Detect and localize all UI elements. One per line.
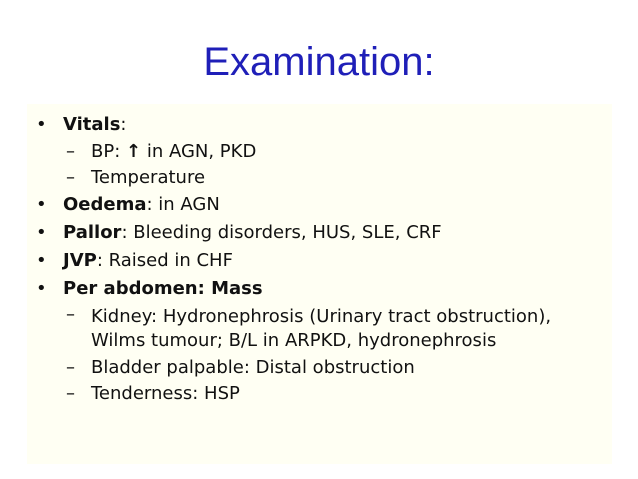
bullet-icon: • bbox=[36, 250, 47, 271]
arrow-up-icon: ↑ bbox=[126, 141, 142, 162]
sub-item-bladder bbox=[36, 355, 596, 381]
list-item-jvp bbox=[36, 247, 596, 275]
list-item-oedema bbox=[36, 191, 596, 219]
item-text: in AGN, PKD bbox=[141, 141, 257, 162]
sub-item-kidney bbox=[36, 303, 596, 355]
item-text: : bbox=[120, 114, 127, 135]
sub-item-bp bbox=[36, 139, 596, 165]
sub-item-tenderness bbox=[36, 381, 596, 407]
dash-icon: – bbox=[66, 304, 75, 325]
item-heading: Per abdomen: Mass bbox=[63, 278, 263, 299]
item-text: : Raised in CHF bbox=[96, 250, 233, 271]
bullet-icon: • bbox=[36, 114, 47, 135]
dash-icon: – bbox=[66, 167, 75, 188]
item-text: : Bleeding disorders, HUS, SLE, CRF bbox=[121, 222, 442, 243]
item-text: Bladder palpable: Distal obstruction bbox=[91, 357, 415, 378]
item-heading: Pallor bbox=[63, 222, 122, 243]
item-heading: Oedema bbox=[63, 194, 147, 215]
list-item-vitals bbox=[36, 111, 596, 139]
slide-title: Examination: bbox=[203, 40, 435, 84]
item-heading: Vitals bbox=[63, 114, 121, 135]
dash-icon: – bbox=[66, 141, 75, 162]
bullet-icon: • bbox=[36, 222, 47, 243]
bullet-icon: • bbox=[36, 278, 47, 299]
bullet-list bbox=[36, 111, 596, 407]
item-text: : in AGN bbox=[146, 194, 220, 215]
item-text: Tenderness: HSP bbox=[91, 383, 240, 404]
dash-icon: – bbox=[66, 383, 75, 404]
item-text: Kidney: Hydronephrosis (Urinary tract obstruction), Wilms tumour; B/L in ARPKD, hydronephrosis bbox=[91, 306, 552, 351]
item-text: BP: bbox=[91, 141, 126, 162]
item-heading: JVP bbox=[63, 250, 97, 271]
list-item-pallor bbox=[36, 219, 596, 247]
sub-item-temperature bbox=[36, 165, 596, 191]
list-item-abdomen bbox=[36, 275, 596, 303]
item-text: Temperature bbox=[91, 167, 206, 188]
dash-icon: – bbox=[66, 357, 75, 378]
bullet-icon: • bbox=[36, 194, 47, 215]
